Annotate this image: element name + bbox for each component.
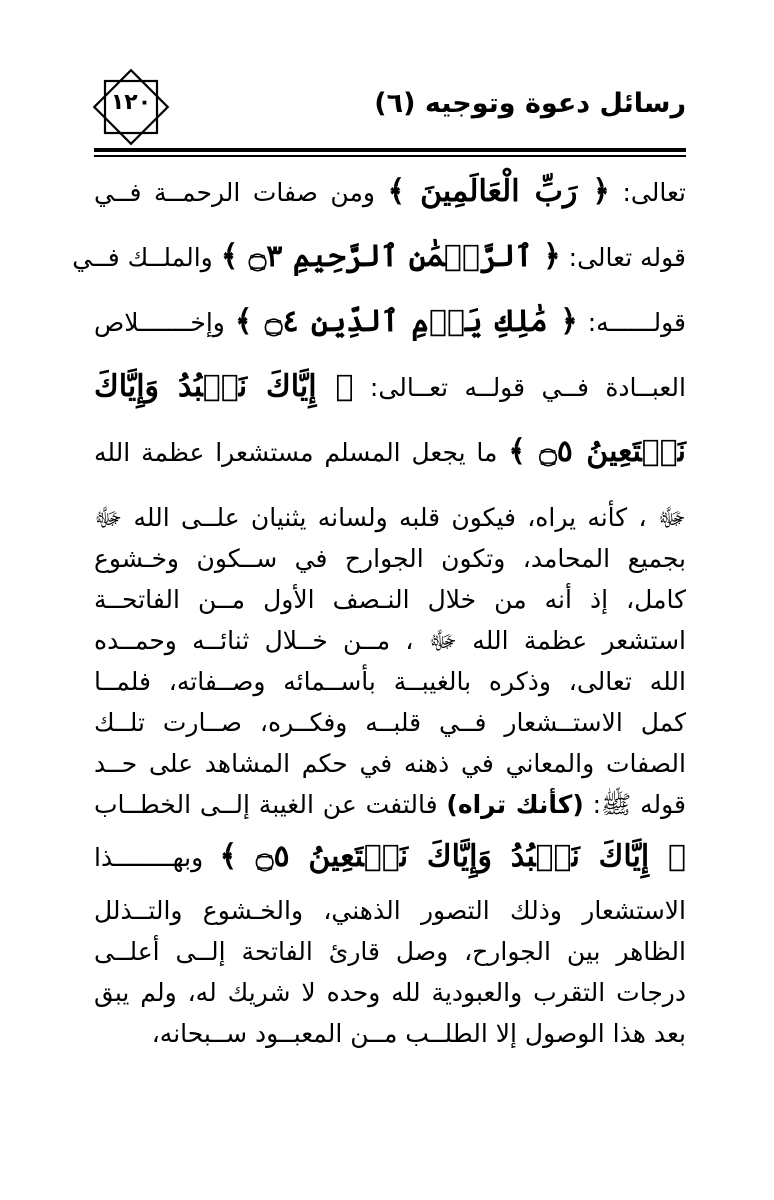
text-span: بجميع المحامد، وتكون الجوارح في ســكون وخـشوع [94,544,686,573]
verse-line [94,290,686,355]
text-span: استشعر عظمة الله ﷻ ، مــن خــلال ثنائــه وحمــده [94,626,686,655]
page-number: ١٢٠ [110,90,152,115]
text-line [94,579,686,620]
verse-line [94,160,686,225]
text-span: وإخـــــــلاص [94,308,235,337]
text-span: الله تعالى، وذكره بالغيبــة بأســمائه وصــفاته، فلمــا [94,667,686,696]
text-span: كمل الاستــشعار فــي قلبــه وفكــره، صــارت تلــك [94,708,686,737]
text-span: ما يجعل المسلم مستشعرا عظمة الله [94,438,509,467]
text-line [94,1013,686,1054]
text-line [94,931,686,972]
text-span: الصفات والمعاني في ذهنه في حكم المشاهد على حــد [94,749,686,778]
text-span: العبــادة فــي قولــه تعــالى: [353,373,686,402]
text-span: الاستشعار وذلك التصور الذهني، والخـشوع والتــذلل [94,896,686,925]
text-span: تعالى: [609,178,686,207]
hadith-quote: (كأنك تراه) [446,790,584,819]
text-span: قوله ﷺ: [583,790,687,819]
text-span: قوله تعالى: [560,243,686,272]
text-line [94,784,686,825]
text-span: ومن صفات الرحمــة فــي [94,178,388,207]
text-line [94,972,686,1013]
text-span: وبهــــــــذا [94,843,220,872]
verse-line [94,355,686,420]
text-span: قولــــــه: [577,308,686,337]
page-header [90,66,686,150]
header-rule-thin [94,155,686,157]
quran-quote: ﴿ إِيَّاكَ نَعۡبُدُ وَإِيَّاكَ نَسۡتَعِينُ ۝٥ ﴾ [219,839,686,874]
text-span: بعد هذا الوصول إلا الطلــب مــن المعبــود ســبحانه، [151,1019,686,1048]
verse-line [94,420,686,485]
text-span: والملــك فــي [72,243,221,272]
text-span: درجات التقرب والعبودية لله وحده لا شريك له، ولم يبق [94,978,686,1007]
text-line [94,497,686,538]
running-title: رسائل دعوة وتوجيه (٦) [374,88,686,119]
quran-quote: ﴿ ٱلرَّحۡمَٰنِ ٱلرَّحِيمِ ۝٣ ﴾ [220,239,561,274]
text-span: كامل، إذ أنه من خلال النـصف الأول مــن الفاتحــة [94,585,686,614]
verse-line [94,825,686,890]
quran-quote: ﴿ رَبِّ الْعَالَمِينَ ﴾ [387,174,610,209]
text-span: فالتفت عن الغيبة إلــى الخطــاب [94,790,447,819]
text-span: ﷻ ، كأنه يراه، فيكون قلبه ولسانه يثنيان علــى الله ﷻ [94,503,686,532]
quran-quote: ﴿ إِيَّاكَ نَعۡبُدُ وَإِيَّاكَ [94,369,354,404]
text-line [94,538,686,579]
text-line [94,702,686,743]
verse-line [72,225,686,290]
text-line [94,661,686,702]
text-line [94,743,686,784]
quran-quote: ﴿ مَٰلِكِ يَوۡمِ ٱلدِّينِ ۝٤ ﴾ [234,304,578,339]
text-span: الظاهر بين الجوارح، وصل قارئ الفاتحة إلــى أعلــى [94,937,686,966]
page-number-badge [90,66,172,148]
paragraph-gap [94,485,686,497]
quran-quote: نَسۡتَعِينُ ۝٥ ﴾ [508,434,687,469]
body-text [72,160,687,1054]
header-rule-thick [94,148,686,152]
text-line [94,890,686,931]
text-line [94,620,686,661]
